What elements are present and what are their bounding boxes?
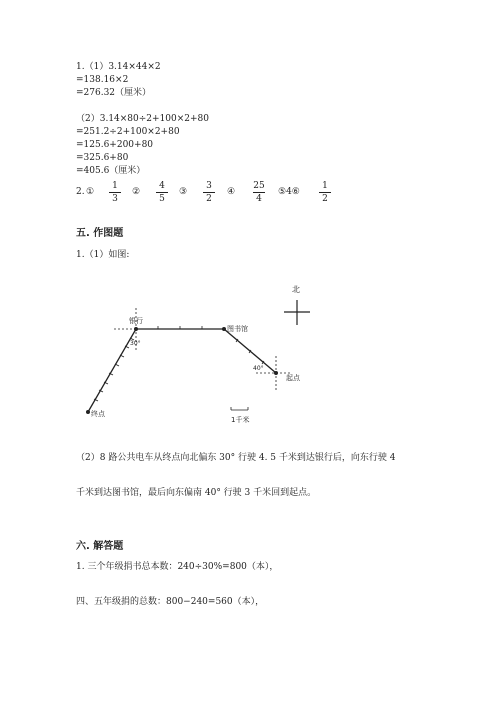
start-point bbox=[274, 371, 278, 375]
scale-bar-label: 1千米 bbox=[231, 416, 250, 424]
answer1-line2: =138.16×2 bbox=[76, 75, 129, 85]
library-label: 图书馆 bbox=[227, 325, 248, 333]
fraction-denominator: 2 bbox=[206, 194, 212, 204]
answer1-part2-line4: =325.6+80 bbox=[76, 153, 129, 163]
answer1-part2-line1: （2）3.14×80÷2+100×2+80 bbox=[76, 114, 210, 124]
answer2-mark-1: ① bbox=[86, 187, 95, 197]
end-label: 终点 bbox=[91, 410, 105, 418]
angle-40-label: 40° bbox=[253, 365, 264, 372]
fraction-numerator: 4 bbox=[159, 181, 165, 191]
fraction-denominator: 5 bbox=[159, 194, 165, 204]
answer1-line3: =276.32（厘米） bbox=[76, 88, 152, 98]
bank-point bbox=[134, 327, 138, 331]
answer1-part2-line3: =125.6+200+80 bbox=[76, 140, 154, 150]
answer2-mark-4: ④ bbox=[227, 187, 236, 197]
section6-title: 六. 解答题 bbox=[76, 541, 124, 552]
section5-q2-line2: 千米到达图书馆，最后向东偏南 40° 行驶 3 千米回到起点。 bbox=[76, 488, 317, 498]
fraction-numerator: 1 bbox=[322, 181, 328, 191]
end-point bbox=[86, 410, 90, 414]
answer2-mark-3: ③ bbox=[179, 187, 188, 197]
fraction-numerator: 3 bbox=[206, 181, 212, 191]
section5-q1: 1.（1）如图: bbox=[76, 250, 130, 260]
section6-line1: 1. 三个年级捐书总本数：240÷30%=800（本）， bbox=[76, 562, 279, 572]
section6-line2: 四、五年级捐的总数：800−240=560（本）， bbox=[76, 597, 265, 607]
compass-north-label: 北 bbox=[292, 285, 300, 294]
fraction-numerator: 1 bbox=[112, 181, 118, 191]
answer2-mark-5: ⑤4⑥ bbox=[278, 187, 300, 197]
bank-label: 银行 bbox=[129, 317, 143, 325]
fraction-denominator: 3 bbox=[112, 194, 118, 204]
angle-30-label: 30° bbox=[130, 340, 141, 347]
start-label: 起点 bbox=[286, 374, 300, 382]
answer1-part2-line2: =251.2÷2+100×2+80 bbox=[76, 127, 180, 137]
fraction-denominator: 2 bbox=[322, 194, 328, 204]
fraction-numerator: 25 bbox=[253, 181, 265, 191]
answer1-line1: 1.（1）3.14×44×2 bbox=[76, 62, 161, 72]
section5-q2-line1: （2）8 路公共电车从终点向北偏东 30° 行驶 4. 5 千米到达银行后，向东行驶 4 bbox=[76, 453, 396, 463]
fraction-denominator: 4 bbox=[256, 194, 262, 204]
answer2-prefix: 2. bbox=[76, 187, 85, 197]
answer1-part2-line5: =405.6（厘米） bbox=[76, 166, 146, 176]
answer2-mark-2: ② bbox=[132, 187, 141, 197]
section5-title: 五. 作图题 bbox=[76, 228, 124, 239]
library-point bbox=[222, 327, 226, 331]
